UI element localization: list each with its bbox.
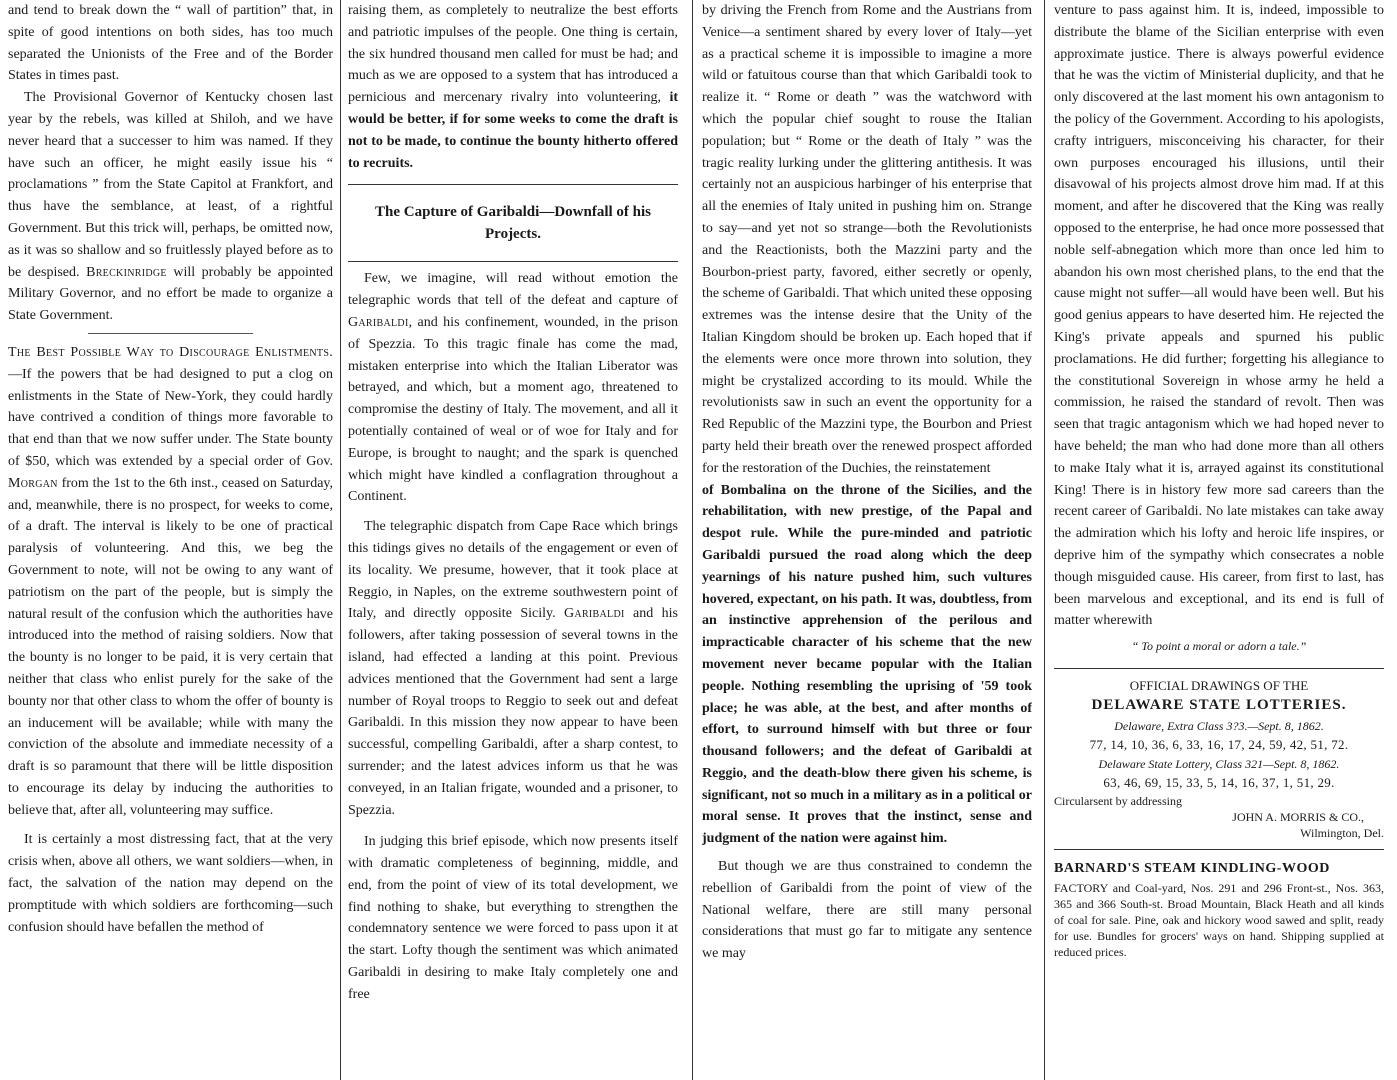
- column-divider-3: [1044, 0, 1045, 1080]
- lottery-numbers-1: 77, 14, 10, 36, 6, 33, 16, 17, 24, 59, 42, 51, 72.: [1089, 736, 1349, 752]
- col2-paragraph-3: The telegraphic dispatch from Cape Race which brings this tidings gives no details of the engagement or even of its locality. We presume, however, that it took place at Reggio, in Naples, on the extreme southwestern point of Italy, and directly opposite Sicily. Garibaldi and his followers, after taking possession of several towns in the island, had effected a landing at this point. Previous advices mentioned that the Government had sent a large number of Royal troops to Reggio to seek out and defeat Garibaldi. In this mission they now appear to have been successful, compelling Garibaldi, after a sharp contest, to surrender; and the latest advices inform us that he was conveyed, in an Italian frigate, wounded and a prisoner, to Spezzia.: [348, 519, 678, 818]
- divider: [88, 333, 253, 334]
- closing-quote: “ To point a moral or adorn a tale.”: [1131, 639, 1307, 654]
- ad-body: FACTORY and Coal-yard, Nos. 291 and 296 Front-st., Nos. 363, 365 and 366 South-st. Broad Mountain, Black Heath and all kinds of coal for sale. Pine, oak and hickory wood sawed and split, ready for use. Bundles for grocers' ways on hand. Shipping supplied at reduced prices.: [1054, 880, 1384, 959]
- lottery-place: Wilmington, Del.: [1300, 825, 1384, 840]
- name-breckinridge: Breckinridge: [86, 264, 167, 280]
- column-4: [1054, 0, 1384, 1080]
- col3-paragraph-2: But though we are thus constrained to condemn the rebellion of Garibaldi from the point of view of the National welfare, there are still many personal considerations that must go far to mitigate any sentence we may: [702, 859, 1032, 962]
- lottery-class-2: Delaware State Lottery, Class 321—Sept. 8, 1862.: [1098, 756, 1340, 771]
- col1-paragraph-1: and tend to break down the “ wall of partition” that, in spite of good intentions on both sides, has too much separated the Unionists of the Free and of the Border States in times past.: [8, 3, 333, 84]
- lottery-numbers-2: 63, 46, 69, 15, 33, 5, 14, 16, 37, 1, 51, 29.: [1103, 774, 1335, 790]
- column-divider-2: [692, 0, 693, 1080]
- lottery-title: OFFICIAL DRAWINGS OF THE: [1129, 677, 1309, 693]
- advertisement: [1054, 858, 1384, 960]
- article-headline: The Capture of Garibaldi—Downfall of his Projects.: [375, 204, 651, 243]
- name-morgan: Morgan: [8, 475, 58, 491]
- lottery-notice: [1054, 668, 1384, 850]
- col1-paragraph-4: It is certainly a most distressing fact, that at the very crisis when, above all others, we want soldiers—when, in fact, the salvation of the nation may depend on the promptitude with which soldiers are forthcoming—such confusion should have befallen the method of: [8, 832, 333, 935]
- col2-paragraph-1: raising them, as completely to neutralize the best efforts and patriotic impulses of the people. One thing is certain, the six hundred thousand men called for must be had; and much as we are opposed to a system that has introduced a pernicious and mercenary rivalry into volunteering, it would be better, if for some weeks to come the draft is not to be made, to continue the bounty hitherto offered to recruits.: [348, 3, 678, 171]
- column-divider-1: [340, 0, 341, 1080]
- lottery-circular: Circularsent by addressing: [1054, 793, 1182, 808]
- lottery-subtitle: DELAWARE STATE LOTTERIES.: [1091, 696, 1347, 713]
- col2-paragraph-2: Few, we imagine, will read without emotion the telegraphic words that tell of the defeat and capture of Garibaldi, and his confinement, wounded, in the prison of Spezzia. To this tragic finale has come the mad, mistaken enterprise into which the Italian Liberator was betrayed, and which, but a moment ago, threatened to compromise the destiny of Italy. The movement, and all it potentially contained of weal or of woe for Italy and for Europe, is brought to naught; and the spark is quenched which might have kindled a conflagration throughout a Continent.: [348, 271, 678, 505]
- ad-headline: BARNARD'S STEAM KINDLING-WOOD: [1054, 860, 1330, 876]
- col2-paragraph-4: In judging this brief episode, which now presents itself with dramatic completeness of beginning, middle, and end, from the point of view of its total development, we find nothing to shake, but everything to strengthen the condemnatory sentence we were forced to pass upon it at the start. Lofty though the sentiment was which animated Garibaldi in desiring to make Italy completely one and free: [348, 834, 678, 1002]
- column-1: [8, 0, 333, 1080]
- lottery-agent: JOHN A. MORRIS & CO.,: [1232, 809, 1364, 824]
- col1-paragraph-2: The Provisional Governor of Kentucky chosen last year by the rebels, was killed at Shiloh, and we have never heard that a successer to him was named. If they have such an officer, he might easily issue his “ proclamations ” from the State Capitol at Frankfort, and thus have the semblance, at least, of a rightful Government. But this trick will, perhaps, be omitted now, as it was so shallow and so fruitlessly played before as to be despised. Breckinridge will probably be appointed Military Governor, and no effort be made to organize a State Government.: [8, 90, 333, 324]
- col1-paragraph-3: The Best Possible Way to Discourage Enlistments.—If the powers that be had designed to put a clog on enlistments in the State of New-York, they could hardly have contrived a condition of things more favorable to that end than that we now suffer under. The State bounty of $50, which was extended by a special order of Gov. Morgan from the 1st to the 6th inst., ceased on Saturday, and, meanwhile, there is no prospect, for weeks to come, of a draft. The interval is likely to be one of practical paralysis of volunteering. And this, we beg the Government to note, will not be owing to any want of patriotism on the part of the people, but is simply the natural result of the confusion which the authorities have introduced into the method of raising soldiers. Now that the bounty is no longer to be paid, it is very certain that neither that class who enlist purely for the sake of the bounty nor that other class to whom the offer of bounty is an inducement will be available; while with many the conviction of the absolute and immediate necessity of a draft is so paramount that there will be little disposition to encourage its delay by inducing the authorities to believe that, after all, volunteering may suffice.: [8, 344, 333, 818]
- column-3: [702, 0, 1032, 1080]
- article-header: [348, 184, 678, 262]
- column-2: [348, 0, 678, 1080]
- col3-paragraph-bold: of Bombalina on the throne of the Sicilies, and the rehabilitation, with new prestige, of the Papal and despot rule. While the pure-minded and patriotic Garibaldi pursued the road along which the deep yearnings of his nature pushed him, such vultures hovered, expectant, on his path. It was, doubtless, from an instinctive apprehension of the perilous and impracticable character of his scheme that the new movement never became popular with the Italian people. Nothing resembling the uprising of '59 took place; he was able, at the best, and after months of effort, to surround himself with but three or four thousand followers; and the defeat of Garibaldi at Reggio, and the death-blow there given his scheme, is significant, not so much in a military as in a political or moral sense. It proves that the instinct, sense and judgment of the nation were against him.: [702, 482, 1032, 847]
- section-lead: The Best Possible Way to Discourage Enlistments.: [8, 344, 333, 360]
- lottery-class-1: Delaware, Extra Class 3?3.—Sept. 8, 1862.: [1114, 718, 1324, 733]
- col3-paragraph-1: by driving the French from Rome and the Austrians from Venice—a sentiment shared by every lover of Italy—yet as a practical scheme it is impossible to imagine a more wild or fatuitous course than that which Garibaldi took to realize it. “ Rome or death ” was the watchword with which the popular chief sought to rouse the Italian population; but “ Rome or the death of Italy ” was the tragic reality lurking under the glittering antithesis. It was certainly not an auspicious harbinger of his enterprise that all the enemies of Italy united in pushing him on. Strange to say—and yet not so strange—both the Revolutionists and the Reactionists, both the Mazzini party and the Bourbon-priest party, favored, either secretly or openly, the scheme of Garibaldi. That which united these opposing extremes was the intense desire that the Unity of the Italian Kingdom should be broken up. Each hoped that if the elements were once more thrown into solution, they might be crystalized according to its mould. While the revolutionists saw in such an event the opportunity for a Red Republic of the Mazzini type, the Bourbon and Priest party held their breath over the renewed prospect afforded for the restoration of the Duchies, the reinstatement: [702, 3, 1032, 476]
- col4-paragraph-1: venture to pass against him. It is, indeed, impossible to distribute the blame of the Sicilian enterprise with even approximate justice. There is always powerful evidence that he was the victim of Ministerial duplicity, and that he only discovered at the last moment his own antagonism to the policy of the Government. According to his apologists, crafty intriguers, misconceiving his character, for their own purposes encouraged his illusions, until their disavowal of his projects almost drove him mad. If at this moment, and after he discovered that the King was really opposed to the enterprise, he had once more possessed that noble self-abnegation which more than once led him to abandon his own most cherished plans, to the end that the cause might not suffer—all would have been well. But his good genius appears to have deserted him. He rejected the King's private appeals and spurned his public proclamations. He did further; forgetting his allegiance to the constitutional Sovereign in whose army he held a commission, he raised the standard of revolt. Then was seen that tragic antagonism which we had hoped never to have beheld; the man who had done more than all others to make Italy what it is, arrayed against its constitutional King! There is in history few more sad careers than the recent career of Garibaldi. No late mistakes can take away the admiration which his lofty and heroic life inspires, or deprive him of the sympathy which consecrates a noble though misguided cause. His career, from first to last, has been marvelous and exceptional, and its end is full of matter wherewith: [1054, 3, 1384, 629]
